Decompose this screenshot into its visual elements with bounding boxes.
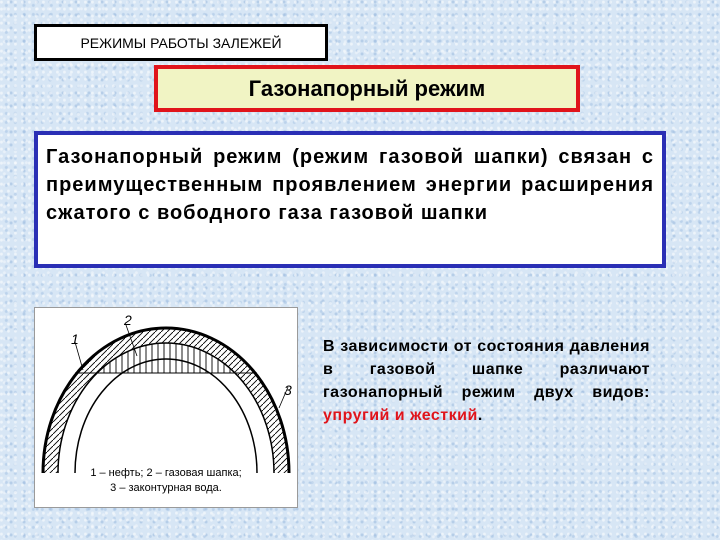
section-title-box [34,24,328,61]
mode-title-box [154,65,580,112]
reservoir-diagram [34,307,298,508]
label-1: 1 [71,331,79,347]
definition-text: Газонапорный режим (режим газовой шапки) связан с преимущественным проявлением энергии расширения сжатого с вободного газа газовой шапки [46,146,654,224]
regime-types-intro: В зависимости от состояния давления в газовой шапке различают газонапорный режим двух видов: [323,338,650,401]
diagram-caption [35,466,297,496]
regime-types-end: . [477,407,483,424]
caption-line-2: 3 – законтурная вода. [110,482,222,494]
caption-line-1: 1 – нефть; 2 – газовая шапка; [90,467,242,479]
regime-types-text [323,335,650,427]
mode-title: Газонапорный режим [248,75,486,101]
definition-box [34,131,666,268]
regime-types-highlight: упругий и жесткий [323,407,478,424]
label-3: 3 [284,382,292,398]
label-2: 2 [124,312,132,328]
section-title: РЕЖИМЫ РАБОТЫ ЗАЛЕЖЕЙ [80,34,282,51]
inner-arc [75,359,257,473]
